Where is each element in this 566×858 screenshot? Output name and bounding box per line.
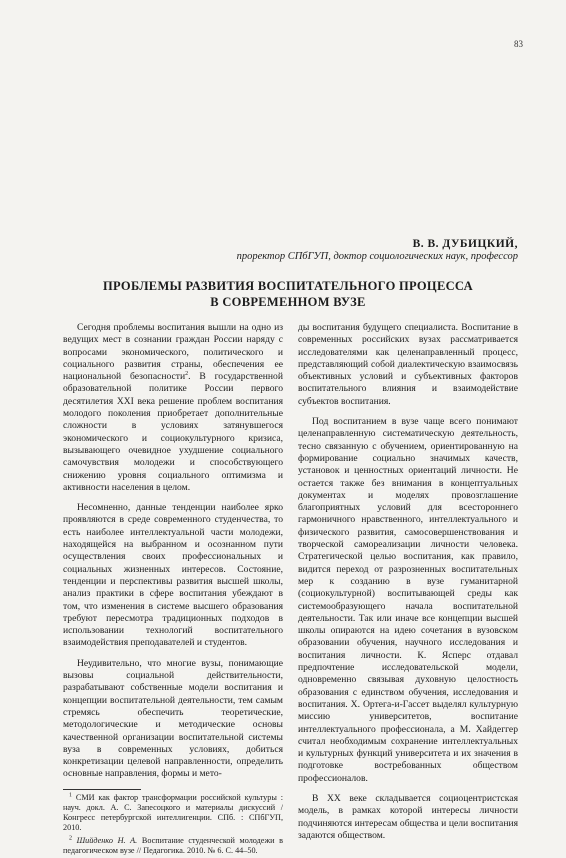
paragraph-text: . В государственной образовательной политике России первого десятилетия XXI века решение проблем воспитания молодого поколения приобретает дополнительные сложности в условиях затянувшегося экономического и социокультурного кризиса, вызывающего очевидное ухудшение социального самочувствия молодежи и способствующего снижению уровня социального оптимизма и активности населения в целом.	[63, 371, 283, 493]
author-name: В. В. ДУБИЦКИЙ,	[412, 238, 518, 250]
footnote-text: СМИ как фактор трансформации российской культуры : науч. докл. А. С. Запесоцкого и материалы дискуссий / Конгресс петербургской интеллигенции. СПб. : СПбГУП, 2010.	[63, 792, 283, 833]
text-columns	[63, 322, 518, 858]
author-role: проректор СПбГУП, доктор социологических наук, профессор	[236, 251, 518, 262]
footnote-ref: 2	[185, 371, 189, 377]
footnote	[63, 793, 283, 834]
footnote-number: 2	[69, 834, 72, 841]
page-number: 83	[514, 39, 523, 49]
paragraph-text: Сегодня проблемы воспитания вышли на одно из ведущих мест в сознании граждан России наряду с вопросами экономического, политического и социального развития страны, обеспечения ее национальной безопасности	[63, 322, 283, 383]
footnote-author: Шийденко Н. А.	[72, 835, 138, 845]
left-column	[63, 322, 283, 858]
paragraph: ды воспитания будущего специалиста. Воспитание в современных российских вузах рассматривается исследователями как целенаправленный процесс, представляющий собой диалектическую взаимосвязь объективных условий и субъективных факторов воспитательного влияния и взаимодействие субъектов воспитания.	[298, 322, 518, 407]
article-title	[60, 278, 516, 310]
right-column	[298, 322, 518, 858]
footnote-text: Воспитание студенческой молодежи в педагогическом вузе // Педагогика. 2010. № 6. С. 44–50.	[63, 835, 283, 855]
paragraph: Несомненно, данные тенденции наиболее ярко проявляются в среде современного студенчества, то есть наиболее интеллектуальной части молодежи, находящейся на выбранном и осознанном пути осуществления своих профессиональных и социальных жизненных интересов. Состояние, тенденции и перспективы развития высшей школы, анализ практики в сфере воспитания убеждают в том, что изменения в системе высшего образования требуют пересмотра традиционных подходов в использовании технологий воспитательного взаимодействия преподавателей и студентов.	[63, 502, 283, 649]
footnote	[63, 836, 283, 856]
paragraph: Неудивительно, что многие вузы, понимающие вызовы социальной действительности, разрабатывают собственные модели воспитания и концепции воспитательной деятельности, тем самым стремясь обеспечить теоретические, методологические и методические основы качественной организации воспитательной системы вуза в современных условиях, добиться конкретизации целевой направленности, определить основные направления, формы и мето-	[63, 657, 283, 780]
title-line-2: В СОВРЕМЕННОМ ВУЗЕ	[210, 295, 366, 309]
paragraph: Под воспитанием в вузе чаще всего понимают целенаправленную систематическую деятельность, тесно связанную с обучением, ориентированную на формирование социально значимых качеств, установок и ценностных ориентаций личности. Не остается также без внимания в концептуальных документах и моделях провозглашение благоприятных условий для всестороннего гармоничного нравственного, интеллектуального и физического развития, самосовершенствования и творческой самореализации личности человека. Стратегической целью воспитания, как правило, видится переход от разрозненных воспитательных мер к созданию в вузе гуманитарной (социокультурной) воспитывающей среды как системообразующего начала воспитательной деятельности. Так или иначе все концепции высшей школы опираются на идею сочетания в вузовском образовании обучения, научного исследования и воспитания личности. К. Ясперс отдавал предпочтение исследовательской модели, одновременно связывая духовную целостность образования с единством обучения, исследования и воспитания. Х. Ортега-и-Гассет выделял культурную миссию университетов, воспитание интеллектуального профессионала, а М. Хайдеггер считал необходимым сохранение интеллектуальных и культурных функций университета и их значения в подготовке востребованных обществом профессионалов.	[298, 416, 518, 784]
footnote-number: 1	[69, 791, 72, 798]
paragraph: В XX веке складывается социоцентристская модель, в рамках которой интересы личности подчиняются интересам общества и цели воспитания задаются обществом.	[298, 792, 518, 841]
paragraph	[63, 322, 283, 494]
author-block	[98, 238, 518, 262]
title-line-1: ПРОБЛЕМЫ РАЗВИТИЯ ВОСПИТАТЕЛЬНОГО ПРОЦЕССА	[103, 279, 473, 293]
